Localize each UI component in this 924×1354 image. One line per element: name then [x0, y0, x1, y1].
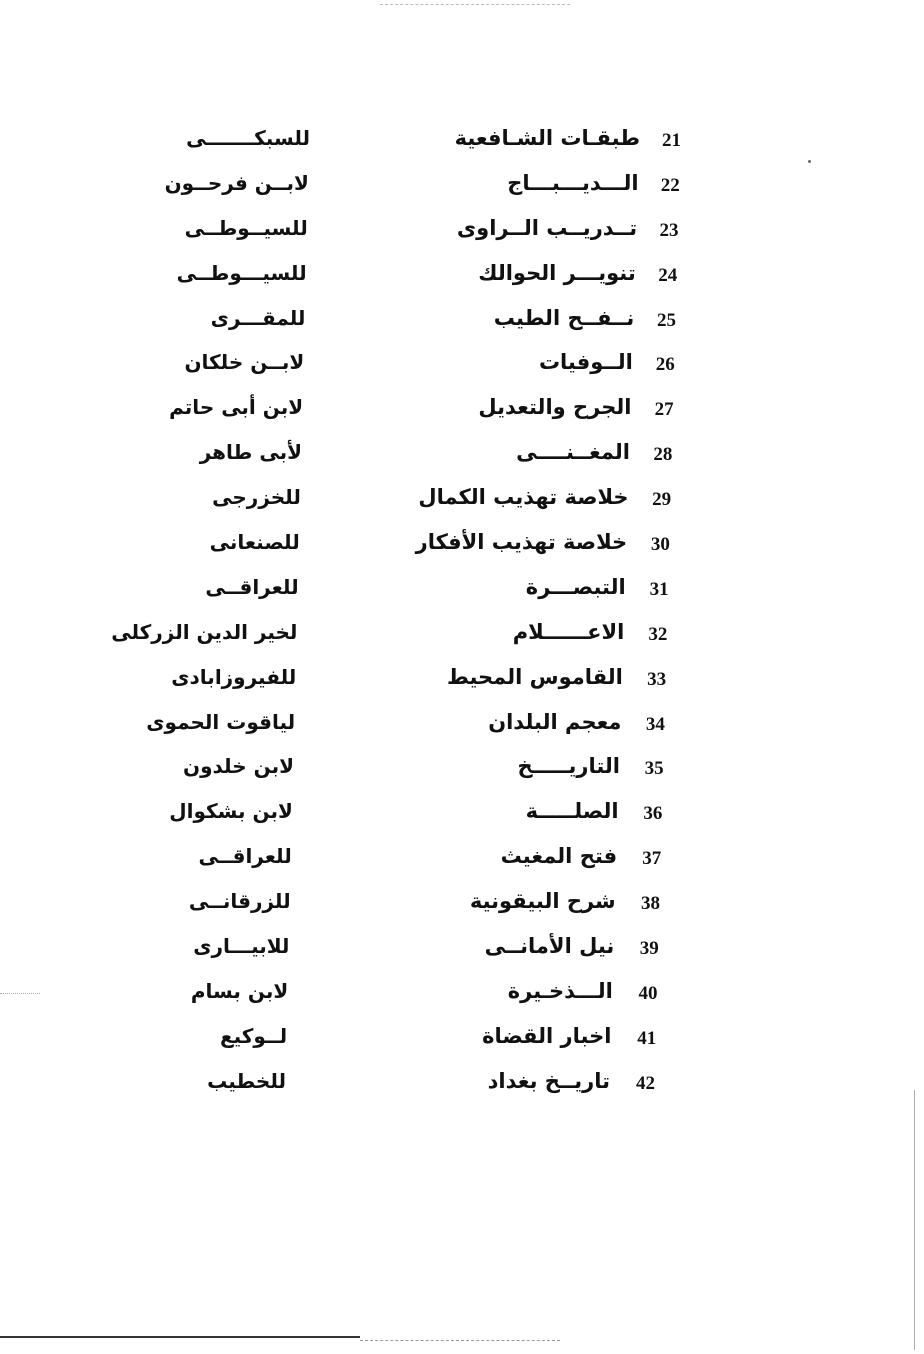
list-item	[0, 257, 924, 302]
entry-number: 37	[642, 848, 662, 870]
entry-author: لابن بسام	[190, 978, 289, 1003]
entry-number: 26	[655, 354, 675, 376]
entry-number: 34	[645, 713, 665, 735]
entry-author: للخزرجى	[212, 485, 301, 510]
list-item	[0, 346, 924, 391]
entry-number: 40	[638, 982, 658, 1004]
list-item	[0, 212, 924, 257]
list-item	[0, 481, 924, 526]
entry-number: 29	[652, 489, 672, 511]
entry-title: خلاصة تهذيب الأفكار	[415, 530, 628, 555]
entry-number: 30	[650, 534, 670, 556]
entry-author: لابــن فرحــون	[164, 170, 309, 195]
entry-number: 31	[649, 578, 669, 600]
entry-title: تنويـــر الحوالك	[478, 260, 636, 285]
entry-number: 36	[643, 803, 663, 825]
entry-title: نيل الأمانــى	[484, 934, 615, 959]
list-item	[0, 706, 924, 751]
entry-number: 32	[648, 623, 668, 645]
reference-list	[0, 122, 924, 1110]
entry-author: للزرقانــى	[188, 889, 291, 914]
scan-edge-bottom	[0, 1336, 360, 1338]
entry-author: للسيـــوطــى	[176, 260, 307, 285]
list-item	[0, 391, 924, 436]
entry-number: 38	[640, 893, 660, 915]
entry-author: للعراقــى	[198, 844, 292, 869]
entry-number: 21	[662, 130, 681, 151]
scan-edge-bottom-dashed	[360, 1340, 560, 1341]
entry-title: الاعــــــلام	[512, 619, 625, 644]
entry-author: لابــن خلكان	[184, 350, 305, 375]
list-item	[0, 302, 924, 347]
entry-author: للسبكـــــــى	[186, 126, 310, 150]
list-item	[0, 167, 924, 212]
entry-title: الصلـــــة	[525, 799, 619, 824]
entry-title: الــوفيات	[538, 350, 633, 375]
entry-number: 42	[636, 1072, 655, 1094]
entry-title: الـــذخـيرة	[507, 978, 613, 1003]
entry-author: لخير الدين الزركلى	[111, 619, 298, 644]
entry-number: 23	[659, 219, 679, 241]
entry-author: للعراقــى	[205, 574, 299, 599]
scan-edge-top	[380, 4, 570, 5]
entry-title: معجم البلدان	[488, 709, 622, 734]
entry-number: 28	[653, 444, 673, 466]
list-item	[0, 571, 924, 616]
list-item	[0, 1065, 924, 1110]
list-item	[0, 1020, 924, 1065]
entry-author: للصنعانى	[209, 530, 300, 555]
entry-title: خلاصة تهذيب الكمال	[418, 485, 629, 510]
entry-title: التبصـــرة	[525, 574, 626, 599]
entry-number: 22	[660, 174, 680, 196]
entry-author: للسيــوطــى	[184, 215, 308, 240]
entry-author: للخطيب	[207, 1068, 286, 1093]
entry-number: 25	[657, 309, 677, 331]
entry-author: لابن خلدون	[183, 754, 294, 779]
list-item	[0, 616, 924, 661]
list-item	[0, 840, 924, 885]
entry-title: التاريـــــخ	[517, 754, 620, 779]
entry-author: للمقـــرى	[210, 305, 306, 330]
list-item	[0, 795, 924, 840]
list-item	[0, 975, 924, 1020]
list-item	[0, 122, 924, 167]
entry-title: شرح البيقونية	[469, 889, 616, 914]
entry-title: تــدريــب الــراوى	[456, 215, 638, 240]
entry-title: طبقـات الشـافعية	[454, 126, 640, 150]
scan-edge-right	[914, 1090, 915, 1350]
list-item	[0, 885, 924, 930]
entry-number: 33	[647, 668, 667, 690]
entry-title: تاريــخ بغداد	[487, 1068, 610, 1093]
entry-title: القاموس المحيط	[446, 664, 623, 689]
entry-number: 27	[654, 399, 674, 421]
entry-author: لياقوت الحموى	[146, 709, 296, 734]
entry-title: اخبار القضاة	[482, 1023, 612, 1048]
entry-number: 24	[658, 264, 678, 286]
list-item	[0, 930, 924, 975]
list-item	[0, 661, 924, 706]
entry-number: 41	[637, 1027, 657, 1049]
entry-author: لــوكيع	[219, 1023, 288, 1048]
entry-title: الـــديـــبـــاج	[507, 170, 639, 195]
entry-title: الجرح والتعديل	[478, 395, 632, 420]
entry-number: 39	[639, 938, 659, 960]
entry-author: للفيروزابادى	[171, 664, 297, 689]
list-item	[0, 750, 924, 795]
entry-author: لأبى طاهر	[199, 440, 302, 465]
entry-author: لابن أبى حاتم	[169, 395, 304, 420]
entry-author: لابن بشكوال	[169, 799, 293, 824]
entry-author: للابيـــارى	[193, 934, 290, 959]
entry-title: نــفــح الطيب	[493, 305, 635, 330]
list-item	[0, 526, 924, 571]
list-item	[0, 436, 924, 481]
entry-title: فتح المغيث	[500, 844, 618, 869]
entry-title: المغــنــــى	[516, 440, 630, 465]
entry-number: 35	[644, 758, 664, 780]
